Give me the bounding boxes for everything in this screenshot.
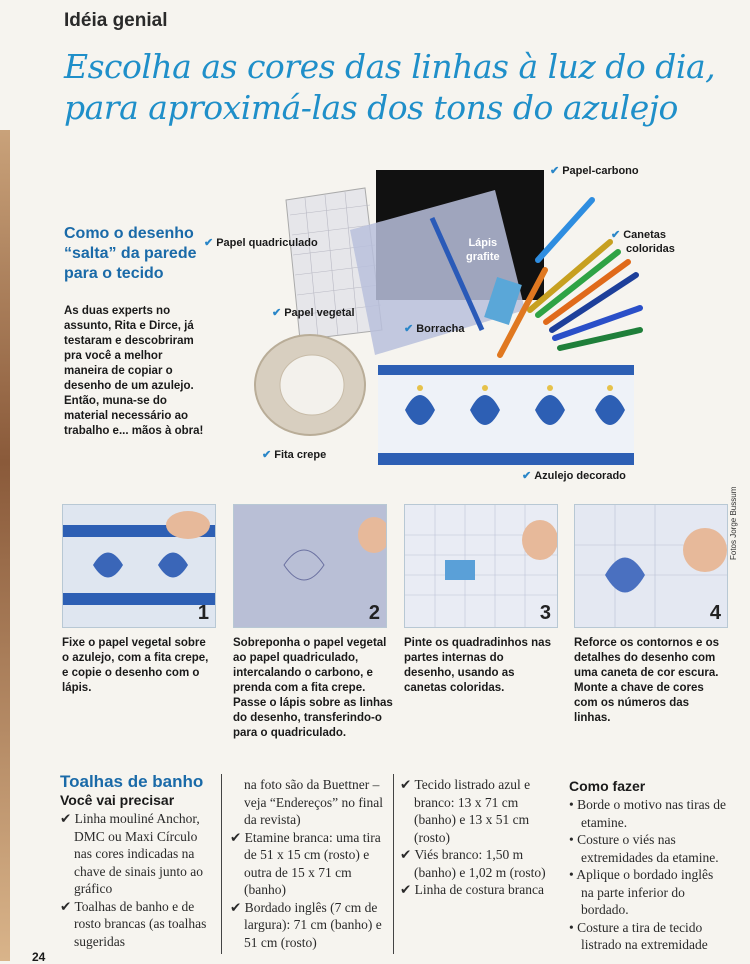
step-text-2: Sobreponha o papel vegetal ao papel quadriculado, intercalando o carbono, e prenda com a fita crepe. Passe o lápis sobre as linhas do desenho, transferindo-o para o quadriculado. <box>233 637 393 739</box>
how-to-item: • Borde o motivo nas tiras de etamine. <box>569 797 726 830</box>
step-number: 3 <box>539 602 551 624</box>
column-divider <box>393 774 394 954</box>
label-colored-pens: ✔ Canetas coloridas <box>611 229 675 255</box>
label-masking-tape: ✔ Fita crepe <box>262 449 327 461</box>
how-to-item: • Aplique o bordado inglês na parte inferior do bordado. <box>569 867 714 917</box>
label-pencil: Lápis grafite <box>466 237 500 263</box>
supplies-column-1 <box>60 810 210 950</box>
supply-item: ✔ Bordado inglês (7 cm de largura): 71 cm (banho) e 51 cm (rosto) <box>230 899 382 950</box>
supply-item: ✔ Toalhas de banho e de rosto brancas (as toalhas sugeridas <box>60 898 207 949</box>
supplies-column-3 <box>400 776 560 899</box>
towels-subtitle: Você vai precisar <box>60 792 175 808</box>
supply-item: ✔ Etamine branca: uma tira de 51 x 15 cm (rosto) e outra de 15 x 71 cm (banho) <box>230 829 381 897</box>
intro-title: Como o desenho “salta” da parede para o tecido <box>64 225 197 282</box>
intro-body: As duas experts no assunto, Rita e Dirce, já testaram e descobriram pra você a melhor maneira de copiar o desenho de um azulejo. Então, muna-se do material necessário ao trabalho e... mãos à obra! <box>64 305 204 437</box>
supply-item: ✔ Linha mouliné Anchor, DMC ou Maxi Círculo nas cores indicadas na chave de sinais junto ao gráfico <box>60 811 203 896</box>
column-divider <box>221 774 222 954</box>
how-to-list <box>569 796 729 954</box>
step-photo-2 <box>233 504 387 628</box>
page-number: 24 <box>32 950 46 964</box>
decorated-tile-image <box>378 365 634 465</box>
check-icon: ✔ <box>204 237 214 249</box>
how-to-item: • Costure a tira de tecido listrado na extremidade <box>569 919 708 952</box>
photo-credit: Fotos Jorge Bussum <box>729 486 738 560</box>
step-text-4: Reforce os contornos e os detalhes do desenho com uma caneta de cor escura. Monte a chave de cores com os números das linhas. <box>574 637 720 724</box>
how-to-item: • Costure o viés nas extremidades da etamine. <box>569 832 719 865</box>
check-icon: ✔ <box>522 470 532 482</box>
step-photo-3 <box>404 504 558 628</box>
step-text-1: Fixe o papel vegetal sobre o azulejo, com a fita crepe, e copie o desenho com o lápis. <box>62 637 209 694</box>
step-number: 1 <box>197 602 209 624</box>
supply-item-continued: na foto são da Buettner – veja “Endereços” no final da revista) <box>244 777 384 827</box>
page-edge <box>0 130 10 961</box>
label-decorated-tile: ✔ Azulejo decorado <box>522 470 626 482</box>
check-icon: ✔ <box>611 229 621 241</box>
step-number: 2 <box>368 602 380 624</box>
section-kicker: Idéia genial <box>64 10 168 31</box>
towels-title: Toalhas de banho <box>60 772 204 791</box>
materials-illustration <box>200 160 750 490</box>
supplies-column-2 <box>230 776 390 951</box>
headline: Escolha as cores das linhas à luz do dia, para aproximá-las dos tons do azulejo <box>64 47 716 127</box>
check-icon: ✔ <box>272 307 282 319</box>
step-photo-1 <box>62 504 216 628</box>
label-eraser: ✔ Borracha <box>404 323 465 335</box>
check-icon: ✔ <box>262 449 272 461</box>
supply-item: ✔ Tecido listrado azul e branco: 13 x 71 cm (banho) e 13 x 51 cm (rosto) <box>400 777 531 845</box>
supply-item: ✔ Viés branco: 1,50 m (banho) e 1,02 m (rosto) <box>400 847 546 880</box>
how-to-title: Como fazer <box>569 778 646 794</box>
step-number: 4 <box>709 602 721 624</box>
check-icon: ✔ <box>550 165 560 177</box>
label-carbon-paper: ✔ Papel-carbono <box>550 165 639 177</box>
supply-item: ✔ Linha de costura branca <box>400 882 544 897</box>
label-graph-paper: ✔ Papel quadriculado <box>204 237 318 249</box>
masking-tape-image <box>255 335 365 435</box>
step-photo-4 <box>574 504 728 628</box>
check-icon: ✔ <box>404 323 414 335</box>
step-text-3: Pinte os quadradinhos nas partes internas do desenho, usando as canetas coloridas. <box>404 637 551 694</box>
label-tracing-paper: ✔ Papel vegetal <box>272 307 355 319</box>
